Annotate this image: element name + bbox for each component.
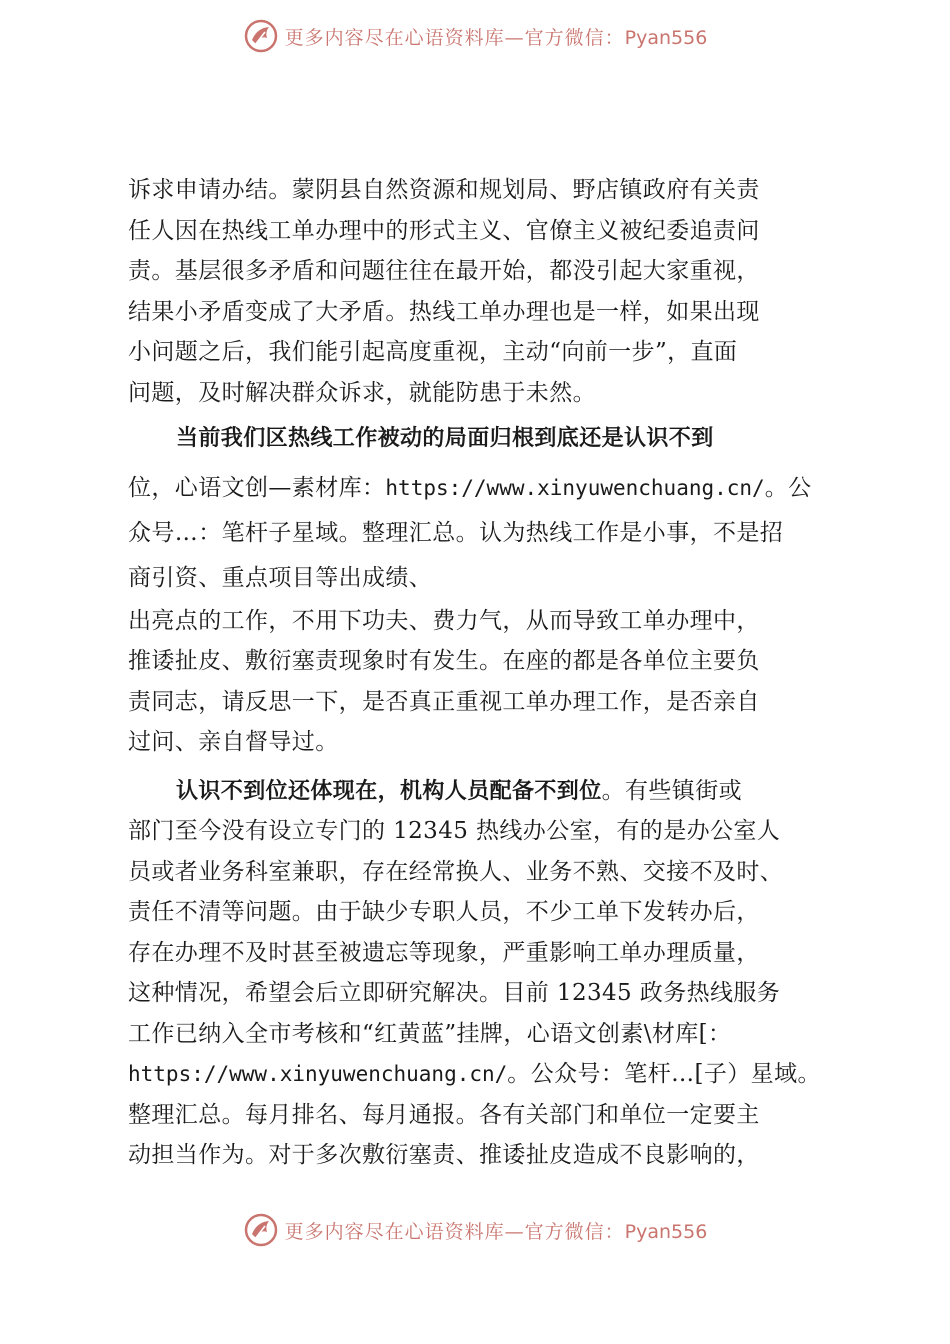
paragraph-line: 任人因在热线工单办理中的形式主义、官僚主义被纪委追责问 xyxy=(128,217,760,244)
footer-watermark-text: 更多内容尽在心语资料库—官方微信：Pyan556 xyxy=(284,1220,708,1243)
paragraph-line: 众号…：笔杆子星域。整理汇总。认为热线工作是小事，不是招 xyxy=(128,519,784,546)
header-watermark xyxy=(0,16,950,56)
paragraph-line: https://www.xinyuwenchuang.cn/。公众号：笔杆…[子）星域。 xyxy=(128,1061,821,1087)
paragraph-line: 问题，及时解决群众诉求，就能防患于未然。 xyxy=(128,379,596,406)
paragraph-line: 位，心语文创—素材库：https://www.xinyuwenchuang.cn/。公 xyxy=(128,474,812,501)
paragraph-line: 认识不到位还体现在，机构人员配备不到位。有些镇街或 xyxy=(176,777,743,804)
paragraph-line: 工作已纳入全市考核和“红黄蓝”挂牌，心语文创素\材库[： xyxy=(128,1020,732,1047)
paragraph-line: 小问题之后，我们能引起高度重视，主动“向前一步”，直面 xyxy=(128,339,738,365)
paragraph-line: 责任不清等问题。由于缺少专职人员，不少工单下发转办后， xyxy=(128,899,760,925)
logo-icon xyxy=(243,18,279,54)
logo-icon xyxy=(243,1212,279,1248)
paragraph-line: 过问、亲自督导过。 xyxy=(128,729,339,755)
paragraph-line: 存在办理不及时甚至被遗忘等现象，严重影响工单办理质量， xyxy=(128,939,760,966)
paragraph-line: 商引资、重点项目等出成绩、 xyxy=(128,564,433,591)
paragraph-line: 诉求申请办结。蒙阴县自然资源和规划局、野店镇政府有关责 xyxy=(128,177,760,203)
paragraph-line: 推诿扯皮、敷衍塞责现象时有发生。在座的都是各单位主要负 xyxy=(128,648,760,674)
paragraph-line: 责同志，请反思一下，是否真正重视工单办理工作，是否亲自 xyxy=(128,688,760,715)
paragraph-line: 员或者业务科室兼职，存在经常换人、业务不熟、交接不及时、 xyxy=(128,858,784,885)
source-url: https://www.xinyuwenchuang.cn/ xyxy=(385,475,765,500)
paragraph-line: 责。基层很多矛盾和问题往往在最开始，都没引起大家重视， xyxy=(128,258,760,284)
paragraph-line: 出亮点的工作，不用下功夫、费力气，从而导致工单办理中， xyxy=(128,607,760,634)
inline-heading: 认识不到位还体现在，机构人员配备不到位 xyxy=(176,778,602,804)
footer-watermark-id: Pyan556 xyxy=(624,1220,708,1243)
section-heading: 当前我们区热线工作被动的局面归根到底还是认识不到 xyxy=(176,426,714,451)
paragraph-line: 部门至今没有设立专门的 12345 热线办公室，有的是办公室人 xyxy=(128,818,781,844)
paragraph-line: 结果小矛盾变成了大矛盾。热线工单办理也是一样，如果出现 xyxy=(128,298,760,325)
paragraph-line: 这种情况，希望会后立即研究解决。目前 12345 政务热线服务 xyxy=(128,980,781,1006)
header-watermark-text: 更多内容尽在心语资料库—官方微信：Pyan556 xyxy=(284,26,708,49)
footer-watermark xyxy=(0,1210,950,1250)
document-body xyxy=(128,170,848,1176)
paragraph-line: 整理汇总。每月排名、每月通报。各有关部门和单位一定要主 xyxy=(128,1101,760,1128)
source-url: https://www.xinyuwenchuang.cn/ xyxy=(128,1062,508,1086)
header-watermark-id: Pyan556 xyxy=(624,26,708,49)
paragraph-line: 动担当作为。对于多次敷衍塞责、推诿扯皮造成不良影响的， xyxy=(128,1142,760,1168)
